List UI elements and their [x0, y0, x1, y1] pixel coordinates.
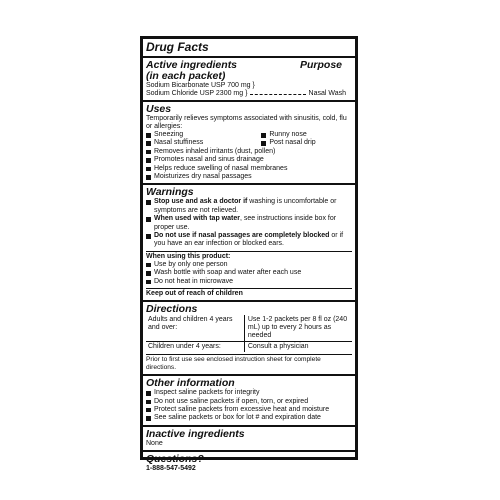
active-ingredients-subheading: (in each packet): [146, 70, 226, 82]
directions-note: Prior to first use see enclosed instruction sheet for complete directions.: [146, 354, 352, 372]
purpose-value: Nasal Wash: [308, 90, 346, 97]
purpose-heading: Purpose: [299, 59, 342, 71]
directions-adults-label: Adults and children 4 years and over:: [146, 315, 245, 341]
title-section: [143, 39, 355, 58]
ingredient-2: Sodium Chloride USP 2300 mg }: [146, 90, 248, 97]
active-ingredients-heading: Active ingredients: [146, 59, 238, 71]
other-information-heading: Other information: [146, 377, 235, 390]
list-item: Nasal stuffiness: [146, 139, 261, 147]
inactive-ingredients-heading: Inactive ingredients: [146, 427, 245, 440]
list-item: Promotes nasal and sinus drainage: [146, 156, 352, 164]
list-item: Helps reduce swelling of nasal membranes: [146, 165, 352, 173]
questions-heading: Questions?: [146, 452, 204, 465]
active-ingredients-section: [143, 58, 355, 102]
list-item: Sneezing: [146, 131, 261, 139]
directions-adults-value: Use 1-2 packets per 8 fl oz (240 mL) up to every 2 hours as needed: [247, 316, 348, 340]
uses-grid-row-2: [146, 139, 352, 147]
directions-children-value: Consult a physician: [247, 343, 309, 351]
keep-out-of-reach: Keep out of reach of children: [146, 288, 352, 298]
list-item: Inspect saline packets for integrity: [146, 389, 352, 397]
phone-number: 1-888-547-5492: [146, 464, 196, 472]
warning-do-not-use: Do not use if nasal passages are completely blocked or if you have an ear infection or blocked ears.: [146, 232, 352, 249]
directions-section: [143, 302, 355, 376]
warning-stop-use: Stop use and ask a doctor if washing is uncomfortable or symptoms are not relieved.: [146, 198, 352, 215]
uses-intro: Temporarily relieves symptoms associated with sinusitis, cold, flu or allergies:: [146, 115, 347, 130]
list-item: Runny nose: [261, 131, 352, 139]
when-using-heading: When using this product:: [146, 251, 352, 261]
directions-heading: Directions: [146, 303, 198, 316]
warnings-heading: Warnings: [146, 186, 194, 199]
leader-dashes: [250, 94, 305, 95]
ingredient-1: Sodium Bicarbonate USP 700 mg }: [146, 82, 255, 89]
list-item: Protect saline packets from excessive heat and moisture: [146, 406, 352, 414]
other-information-section: [143, 376, 355, 427]
list-item: Removes inhaled irritants (dust, pollen): [146, 148, 352, 156]
inactive-ingredients-value: None: [146, 439, 163, 447]
uses-grid-row-1: [146, 131, 352, 139]
inactive-ingredients-section: [143, 427, 355, 452]
list-item: Moisturizes dry nasal passages: [146, 173, 352, 181]
list-item: Use by only one person: [146, 261, 352, 269]
warning-tap-water: When used with tap water, see instructions inside box for proper use.: [146, 215, 352, 232]
questions-section: [143, 452, 355, 475]
list-item: See saline packets or box for lot # and expiration date: [146, 414, 352, 422]
list-item: Wash bottle with soap and water after each use: [146, 269, 352, 277]
directions-children-label: Children under 4 years:: [146, 342, 245, 352]
uses-heading: Uses: [146, 103, 172, 115]
list-item: Post nasal drip: [261, 139, 352, 147]
uses-section: [143, 102, 355, 185]
drug-facts-panel: [140, 36, 358, 472]
directions-row-adults: [146, 315, 352, 341]
list-item: Do not heat in microwave: [146, 278, 352, 286]
warnings-section: [143, 185, 355, 302]
page-title: Drug Facts: [146, 40, 209, 54]
directions-row-children: [146, 341, 352, 352]
list-item: Do not use saline packets if open, torn, or expired: [146, 398, 352, 406]
